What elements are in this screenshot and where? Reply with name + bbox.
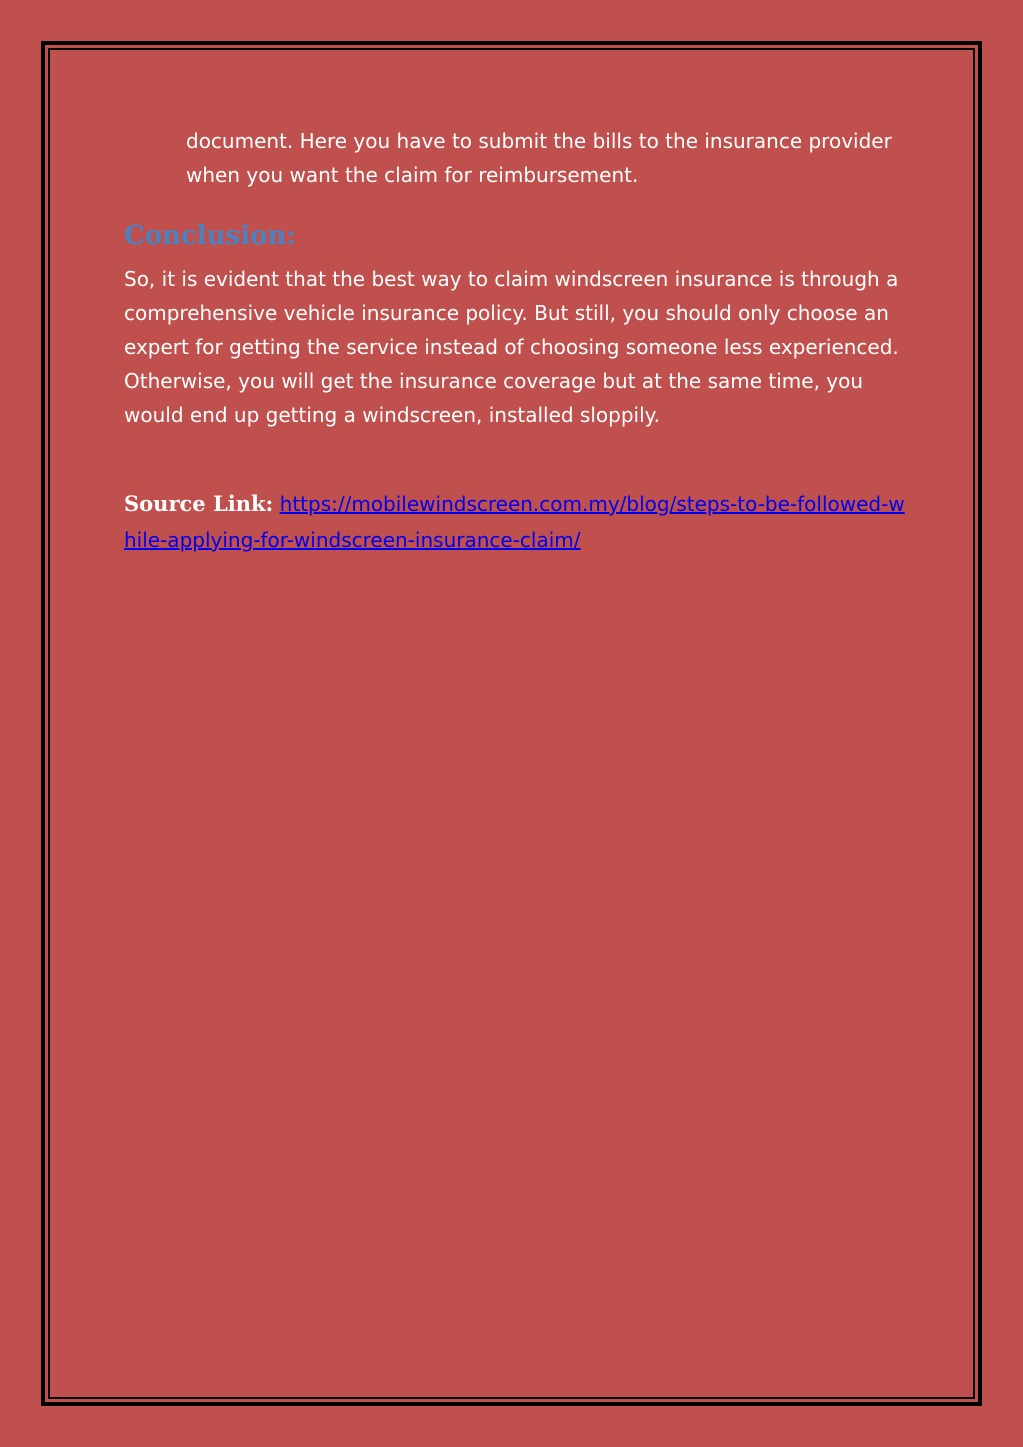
source-link[interactable]: https://mobilewindscreen.com.my/blog/steps-to-be-followed-while-applying-for-windscreen-insurance-claim/: [124, 492, 905, 552]
continued-paragraph: document. Here you have to submit the bills to the insurance provider when you want the claim for reimbursement.: [186, 129, 892, 187]
source-line: [124, 486, 914, 558]
source-label: Source Link:: [124, 491, 274, 516]
conclusion-paragraph: So, it is evident that the best way to claim windscreen insurance is through a comprehensive vehicle insurance policy. But still, you should only choose an expert for getting the service instead of choosing someone less experienced. Otherwise, you will get the insurance coverage but at the same time, you would end up getting a windscreen, installed sloppily.: [124, 267, 899, 427]
conclusion-heading: Conclusion:: [124, 221, 296, 251]
